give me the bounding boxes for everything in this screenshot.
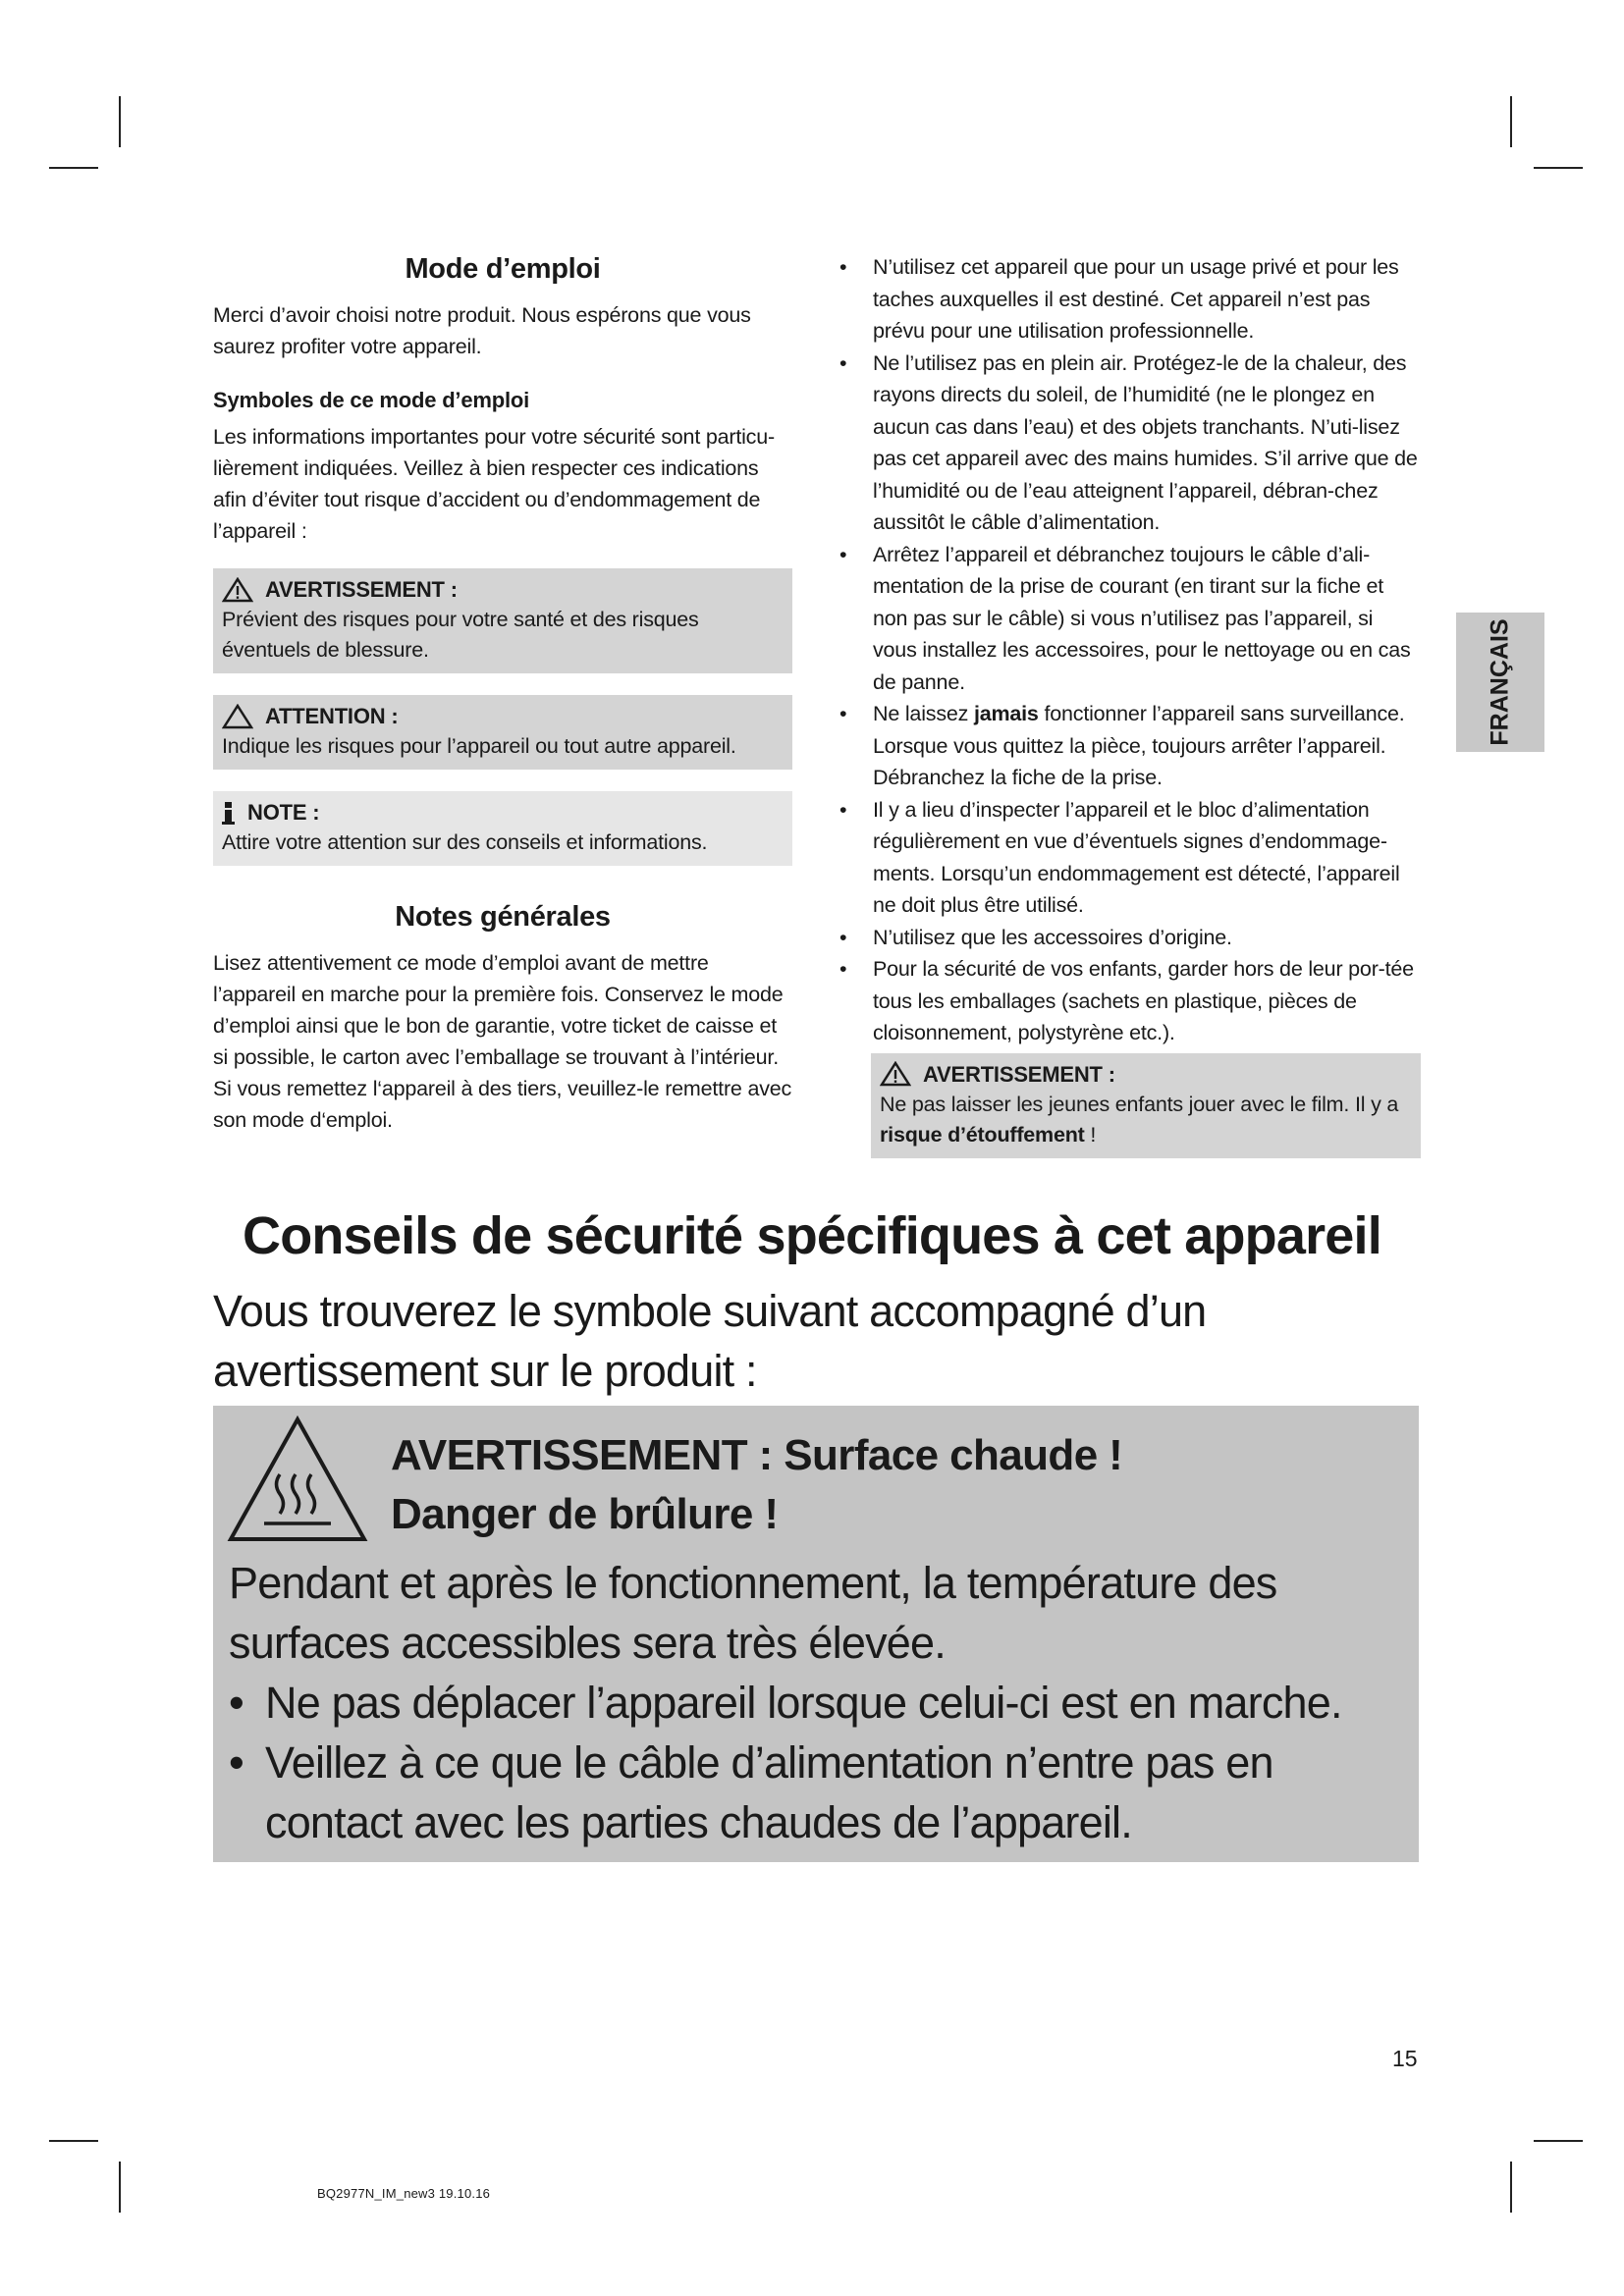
hot-surface-heading-line2: Danger de brûlure ! xyxy=(391,1490,779,1538)
hot-surface-heading-line1: AVERTISSEMENT : Surface chaude ! xyxy=(391,1431,1123,1479)
notice-label: NOTE : xyxy=(247,800,320,825)
section-title-notes-generales: Notes générales xyxy=(395,901,611,933)
bullet-dot: • xyxy=(839,255,847,279)
bullet-dot: • xyxy=(839,542,847,566)
bullet-dot: • xyxy=(839,957,847,981)
notice-attention xyxy=(213,695,792,770)
bullet-dot: • xyxy=(229,1737,244,1788)
notice-text: Prévient des risques pour votre santé et des risques éventuels de blessure. xyxy=(222,608,699,662)
notice-avertissement xyxy=(213,568,792,673)
warning-triangle-icon xyxy=(222,577,253,603)
crop-mark xyxy=(119,2162,121,2213)
safety-title: Conseils de sécurité spécifiques à cet appareil xyxy=(243,1206,1381,1265)
hot-surface-icon xyxy=(225,1414,370,1547)
hot-surface-warning-box xyxy=(213,1406,1419,1862)
notice-avertissement-film xyxy=(871,1053,1421,1158)
notice-label: AVERTISSEMENT : xyxy=(923,1061,1115,1087)
general-paragraph: Lisez attentivement ce mode d’emploi avant de mettre l’appareil en marche pour la première fois. Conservez le mode d’emploi ainsi que le bon de garantie, votre ticket de caisse et si possible, le carton avec l’emballage se trouvant à l’intérieur. Si vous remettez l‘appareil à des tiers, veuillez-le remettre avec son mode d‘emploi. xyxy=(213,951,792,1132)
language-tab xyxy=(1456,613,1544,752)
notice-text: Ne pas laisser les jeunes enfants jouer avec le film. Il y a risque d’étouffement ! xyxy=(880,1092,1399,1147)
left-column xyxy=(213,253,792,1136)
list-item: • Ne pas déplacer l’appareil lorsque celui-ci est en marche. xyxy=(229,1673,1407,1733)
notice-text: Attire votre attention sur des conseils et informations. xyxy=(222,830,708,854)
bullet-dot: • xyxy=(229,1678,244,1728)
hot-surface-heading xyxy=(391,1426,1122,1544)
page-number: 15 xyxy=(1392,2046,1418,2071)
list-item: • Ne laissez jamais fonctionner l’appareil sans surveillance. Lorsque vous quittez la pièce, toujours arrêter l’appareil. Débranchez la fiche de la prise. xyxy=(836,698,1421,794)
notice-label: ATTENTION : xyxy=(265,704,399,728)
bullet-dot: • xyxy=(839,350,847,375)
list-item: • Arrêtez l’appareil et débranchez toujours le câble d’ali-mentation de la prise de courant (en tirant sur la fiche et non pas sur le câble) si vous n’utilisez pas l’appareil, si vous installez les accessoires, pour le nettoyage ou en cas de panne. xyxy=(836,539,1421,699)
list-item: • Pour la sécurité de vos enfants, garder hors de leur por-tée tous les emballages (sachets en plastique, pièces de cloisonnement, polystyrène etc.). xyxy=(836,953,1421,1049)
crop-mark xyxy=(49,167,98,169)
bullet-dot: • xyxy=(839,797,847,822)
hot-surface-body xyxy=(229,1553,1407,1852)
list-item: • Il y a lieu d’inspecter l’appareil et le bloc d’alimentation régulièrement en vue d’éventuels signes d’endommage-ments. Lorsqu’un endommagement est détecté, l’appareil ne doit plus être utilisé. xyxy=(836,794,1421,922)
crop-mark xyxy=(119,96,121,147)
list-item: • N’utilisez cet appareil que pour un usage privé et pour les taches auxquelles il est destiné. Cet appareil n’est pas prévu pour une utilisation professionnelle. xyxy=(836,251,1421,347)
list-item: • Ne l’utilisez pas en plein air. Protégez-le de la chaleur, des rayons directs du soleil, de l’humidité (ne le plongez en aucun cas dans l’eau) et des objets tranchants. N’uti-lisez pas cet appareil avec des mains humides. S’il arrive que de l’humidité ou de l’eau atteignent l’appareil, débran-chez aussitôt le câble d’alimentation. xyxy=(836,347,1421,539)
intro-paragraph: Merci d’avoir choisi notre produit. Nous espérons que vous saurez profiter votre appareil. xyxy=(213,303,751,358)
info-icon xyxy=(222,800,236,826)
hot-surface-bullet-list xyxy=(229,1673,1407,1852)
language-label: FRANÇAIS xyxy=(1486,618,1514,746)
safety-bullet-list xyxy=(836,251,1421,1049)
list-item: • Veillez à ce que le câble d’alimentation n’entre pas en contact avec les parties chaudes de l’appareil. xyxy=(229,1733,1407,1852)
footer-code: BQ2977N_IM_new3 19.10.16 xyxy=(317,2186,491,2201)
crop-mark xyxy=(1510,96,1512,147)
crop-mark xyxy=(1510,2162,1512,2213)
section-title-mode-emploi: Mode d’emploi xyxy=(405,253,601,285)
notice-text: Indique les risques pour l’appareil ou tout autre appareil. xyxy=(222,734,736,758)
crop-mark xyxy=(1534,167,1583,169)
warning-triangle-icon xyxy=(880,1061,911,1087)
caution-triangle-icon xyxy=(222,704,253,729)
symbols-heading: Symboles de ce mode d’emploi xyxy=(213,388,530,412)
symbols-paragraph: Les informations importantes pour votre sécurité sont particu-lièrement indiquées. Veillez à bien respecter ces indications afin d’éviter tout risque d’accident ou d’endommagement de l’appareil : xyxy=(213,425,775,543)
hot-surface-text: Pendant et après le fonctionnement, la température des surfaces accessibles sera très élevée. xyxy=(229,1558,1277,1668)
right-column xyxy=(836,251,1421,1158)
list-item: • N’utilisez que les accessoires d’origine. xyxy=(836,922,1421,954)
notice-note xyxy=(213,791,792,866)
bullet-dot: • xyxy=(839,925,847,949)
safety-intro: Vous trouverez le symbole suivant accompagné d’un avertissement sur le produit : xyxy=(213,1286,1207,1396)
notice-label: AVERTISSEMENT : xyxy=(265,577,458,602)
crop-mark xyxy=(1534,2140,1583,2142)
crop-mark xyxy=(49,2140,98,2142)
bullet-dot: • xyxy=(839,702,847,725)
